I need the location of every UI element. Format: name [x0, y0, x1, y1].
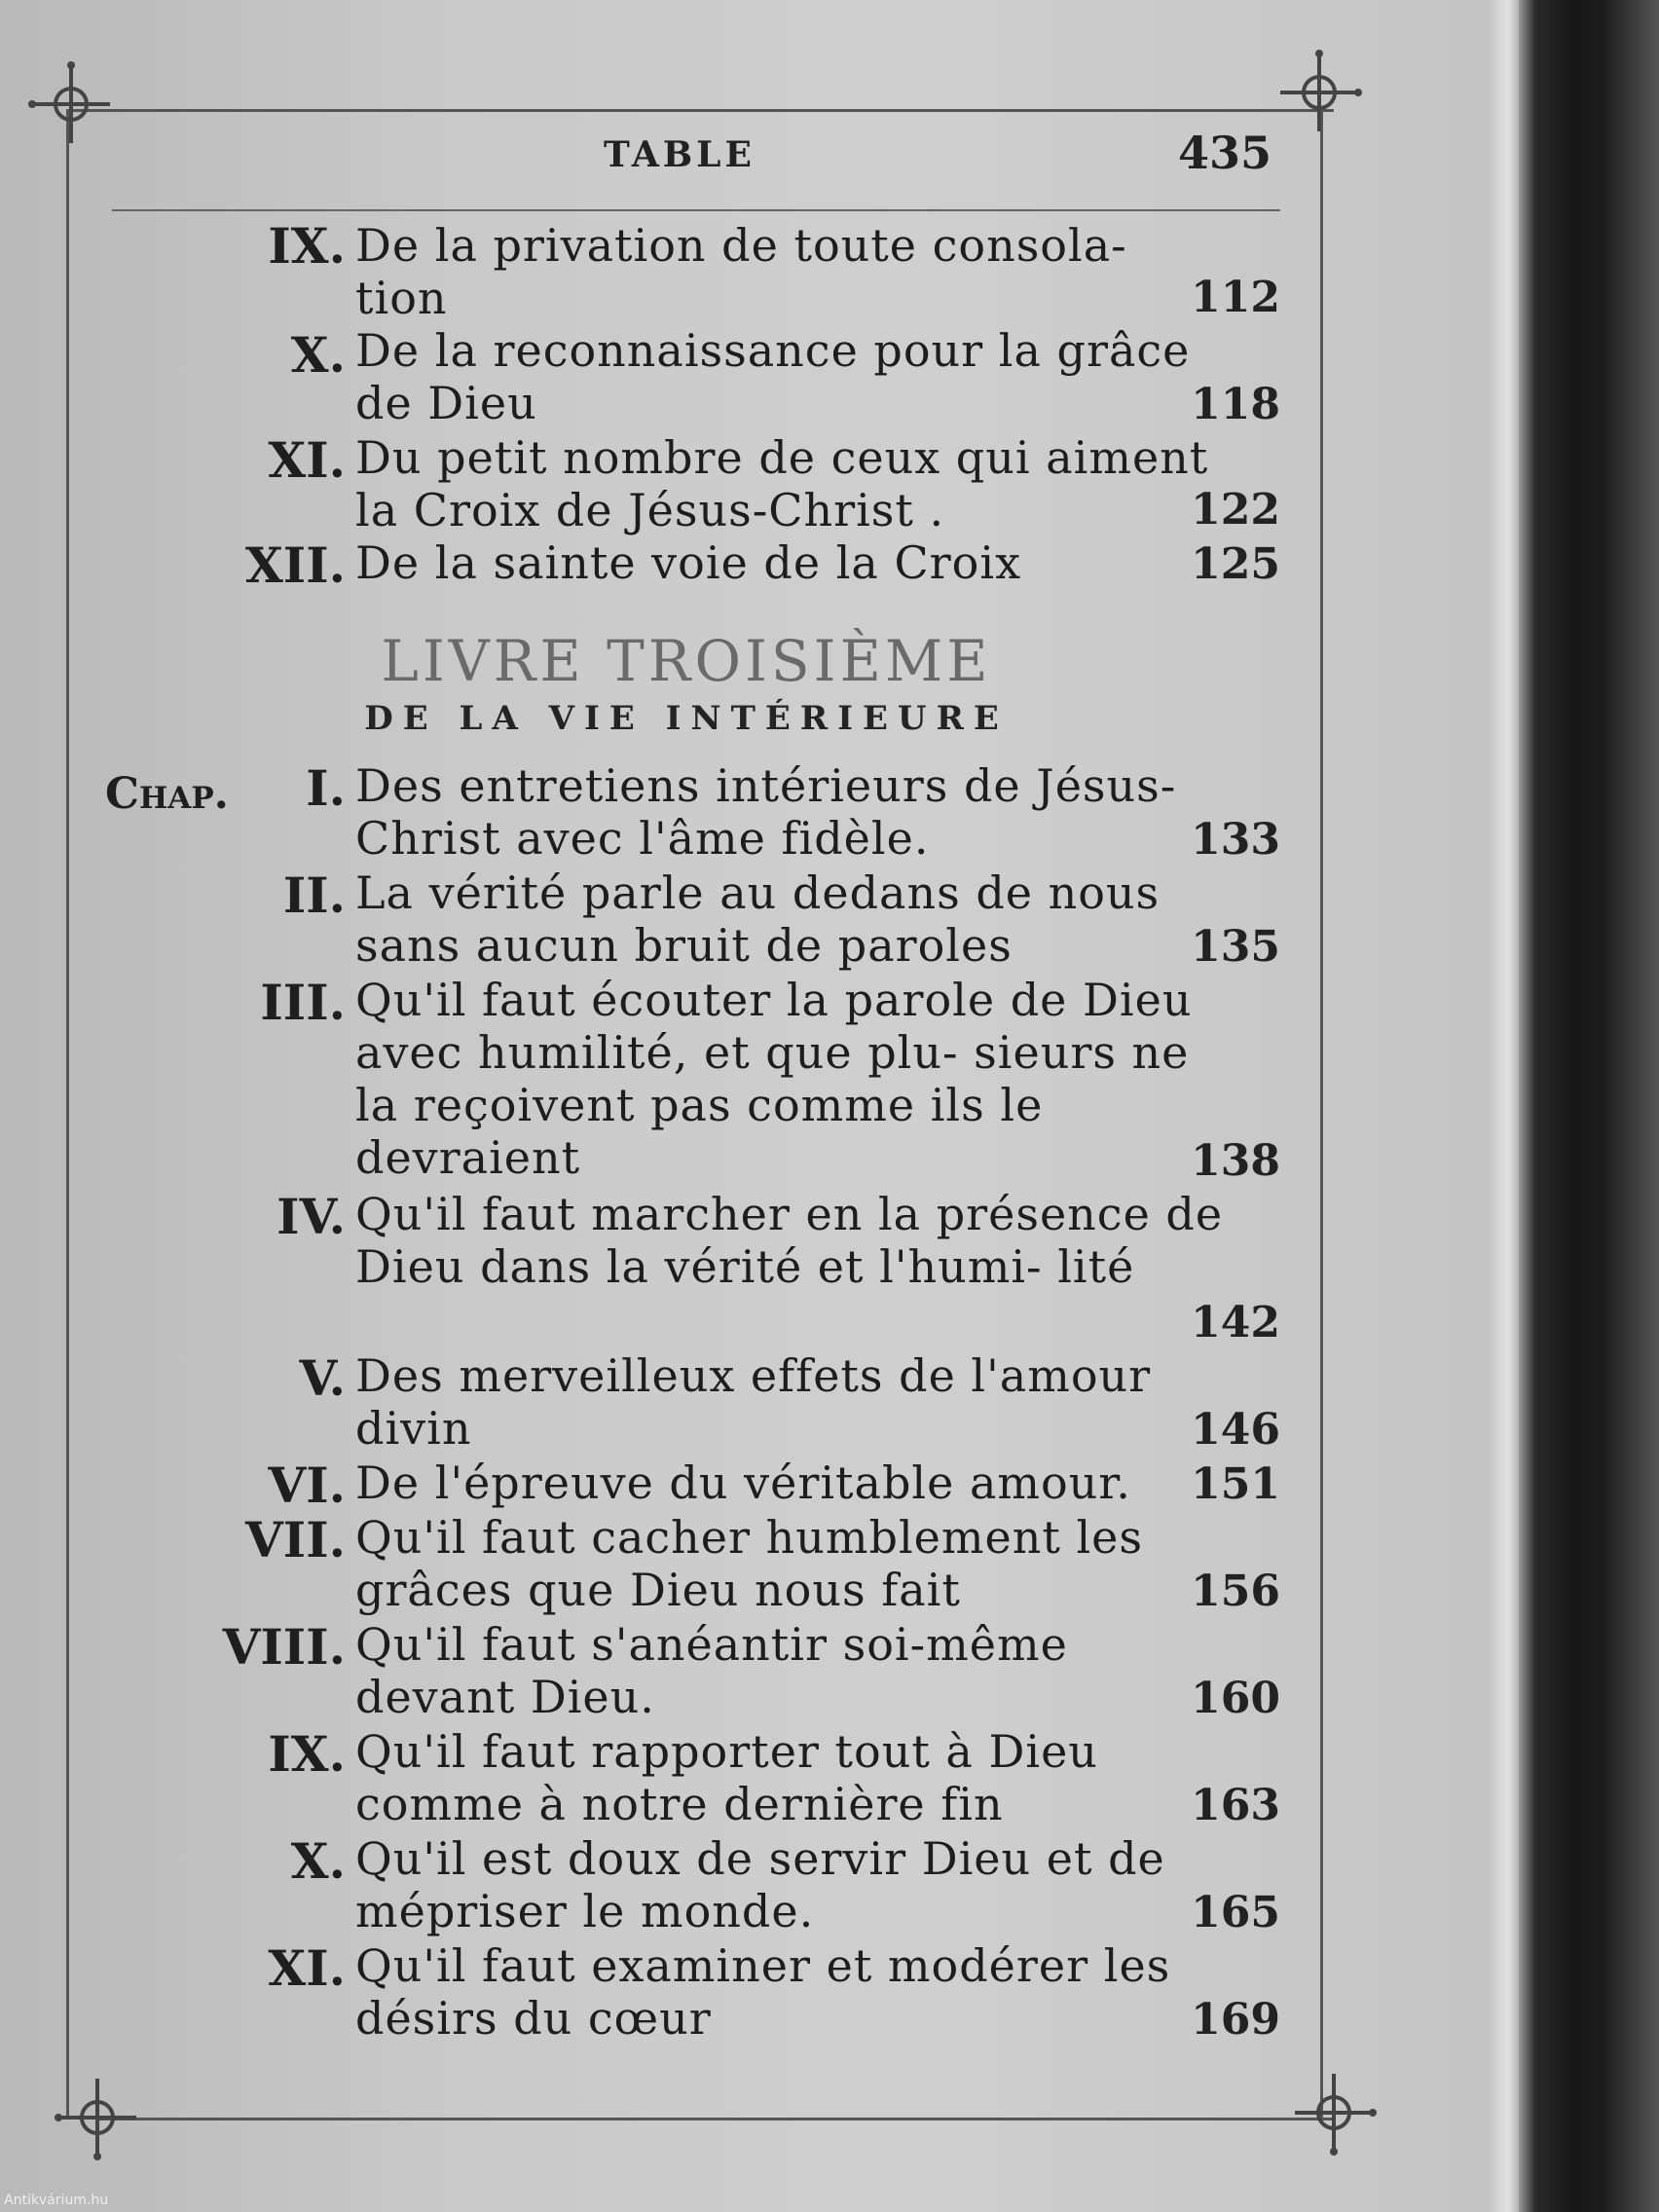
chapter-number: V. [299, 1349, 346, 1407]
corner-ornament-icon [54, 2074, 141, 2161]
chapter-title: Qu'il faut examiner et modérer les désirs du cœur [355, 1939, 1171, 2045]
chapter-title: Des entretiens intérieurs de Jésus-Christ avec l'âme fidèle. [355, 759, 1177, 865]
chapter-title: De l'épreuve du véritable amour. [355, 1456, 1131, 1509]
chapter-number: IV. [276, 1188, 346, 1245]
toc-book-three [92, 759, 1280, 2046]
chapter-number: XI. [268, 431, 346, 489]
chapter-page: 151 [1191, 1459, 1280, 1509]
chapter-title: Qu'il est doux de servir Dieu et de mépriser le monde. [355, 1832, 1165, 1937]
toc-entry[interactable] [92, 1349, 1280, 1456]
chapter-title: Qu'il faut écouter la parole de Dieu avec humilité, et que plu- sieurs ne la reçoivent pas comme ils le devraient [355, 974, 1193, 1184]
chapter-page: 138 [1191, 1136, 1280, 1186]
chapter-number: XI. [268, 1939, 346, 1997]
toc-entry[interactable] [92, 536, 1280, 594]
toc-entry[interactable] [92, 1188, 1280, 1349]
chapter-title: Qu'il faut marcher en la présence de Dieu dans la vérité et l'humi- lité [355, 1188, 1224, 1293]
chapter-page: 125 [1191, 539, 1280, 589]
toc-entry[interactable] [92, 1456, 1280, 1514]
toc-entry[interactable] [92, 974, 1280, 1188]
toc-entry[interactable] [92, 759, 1280, 866]
running-head [0, 127, 1382, 185]
chapter-number: IX. [268, 217, 346, 275]
chapter-number: X. [290, 326, 346, 384]
toc-entry[interactable] [92, 219, 1280, 324]
chapter-number: IX. [268, 1725, 346, 1783]
toc-entry[interactable] [92, 1511, 1280, 1618]
chapter-title: De la reconnaissance pour la grâce de Dieu [355, 324, 1191, 429]
chapter-number: III. [260, 974, 346, 1031]
chapter-page: 122 [1191, 485, 1280, 535]
book-title: LIVRE TROISIÈME [381, 628, 992, 694]
chapter-page: 135 [1191, 922, 1280, 972]
chapter-title: De la privation de toute consola- tion [355, 219, 1127, 324]
toc-entry[interactable] [92, 1832, 1280, 1939]
page-edge [1490, 0, 1521, 2212]
chapter-number: X. [290, 1832, 346, 1890]
book-subtitle: DE LA VIE INTÉRIEURE [364, 699, 1009, 738]
chapter-page: 156 [1191, 1567, 1280, 1616]
chapter-page: 146 [1191, 1405, 1280, 1455]
chapter-number: I. [306, 759, 346, 817]
chapter-page: 163 [1191, 1781, 1280, 1830]
chapter-page: 160 [1191, 1674, 1280, 1723]
book-spine [1519, 0, 1659, 2212]
toc-previous-book [92, 217, 1280, 594]
toc-entry[interactable] [92, 866, 1280, 974]
chapter-page: 165 [1191, 1888, 1280, 1937]
chapter-page: 169 [1191, 1995, 1280, 2045]
header-rule [112, 209, 1280, 211]
chapter-label: Chap. [105, 769, 229, 819]
chapter-number: XII. [245, 536, 346, 594]
chapter-title: Qu'il faut cacher humblement les grâces que Dieu nous fait [355, 1511, 1143, 1616]
toc-entry[interactable] [92, 1618, 1280, 1725]
chapter-title: Qu'il faut rapporter tout à Dieu comme à notre dernière fin [355, 1725, 1098, 1830]
chapter-page: 118 [1191, 380, 1280, 429]
chapter-number: II. [282, 866, 346, 924]
frame-left-rule [66, 109, 69, 2118]
chapter-title: La vérité parle au dedans de nous sans aucun bruit de paroles [355, 866, 1161, 972]
frame-bottom-rule [97, 2118, 1334, 2120]
chapter-title: Des merveilleux effets de l'amour divin [355, 1349, 1152, 1455]
toc-entry[interactable] [92, 1725, 1280, 1832]
frame-right-rule [1320, 109, 1323, 2118]
chapter-number: VIII. [222, 1618, 346, 1676]
chapter-number: VI. [268, 1456, 346, 1514]
running-head-title: TABLE [604, 134, 756, 175]
toc-entry[interactable] [92, 324, 1280, 431]
chapter-page: 112 [1191, 273, 1280, 322]
chapter-title: Qu'il faut s'anéantir soi-même devant Dieu. [355, 1618, 1068, 1723]
page-number: 435 [1178, 127, 1272, 179]
corner-ornament-icon [1290, 2069, 1378, 2157]
frame-top-rule [68, 109, 1334, 112]
chapter-page: 142 [1191, 1298, 1280, 1347]
watermark: Antikvárium.hu [4, 2193, 109, 2208]
chapter-title: Du petit nombre de ceux qui aiment la Croix de Jésus-Christ . [355, 431, 1209, 536]
chapter-title: De la sainte voie de la Croix [355, 536, 1022, 589]
corner-ornament-icon [1275, 49, 1363, 136]
chapter-number: VII. [245, 1511, 346, 1568]
toc-entry[interactable] [92, 431, 1280, 536]
toc-entry[interactable] [92, 1939, 1280, 2046]
chapter-page: 133 [1191, 815, 1280, 865]
